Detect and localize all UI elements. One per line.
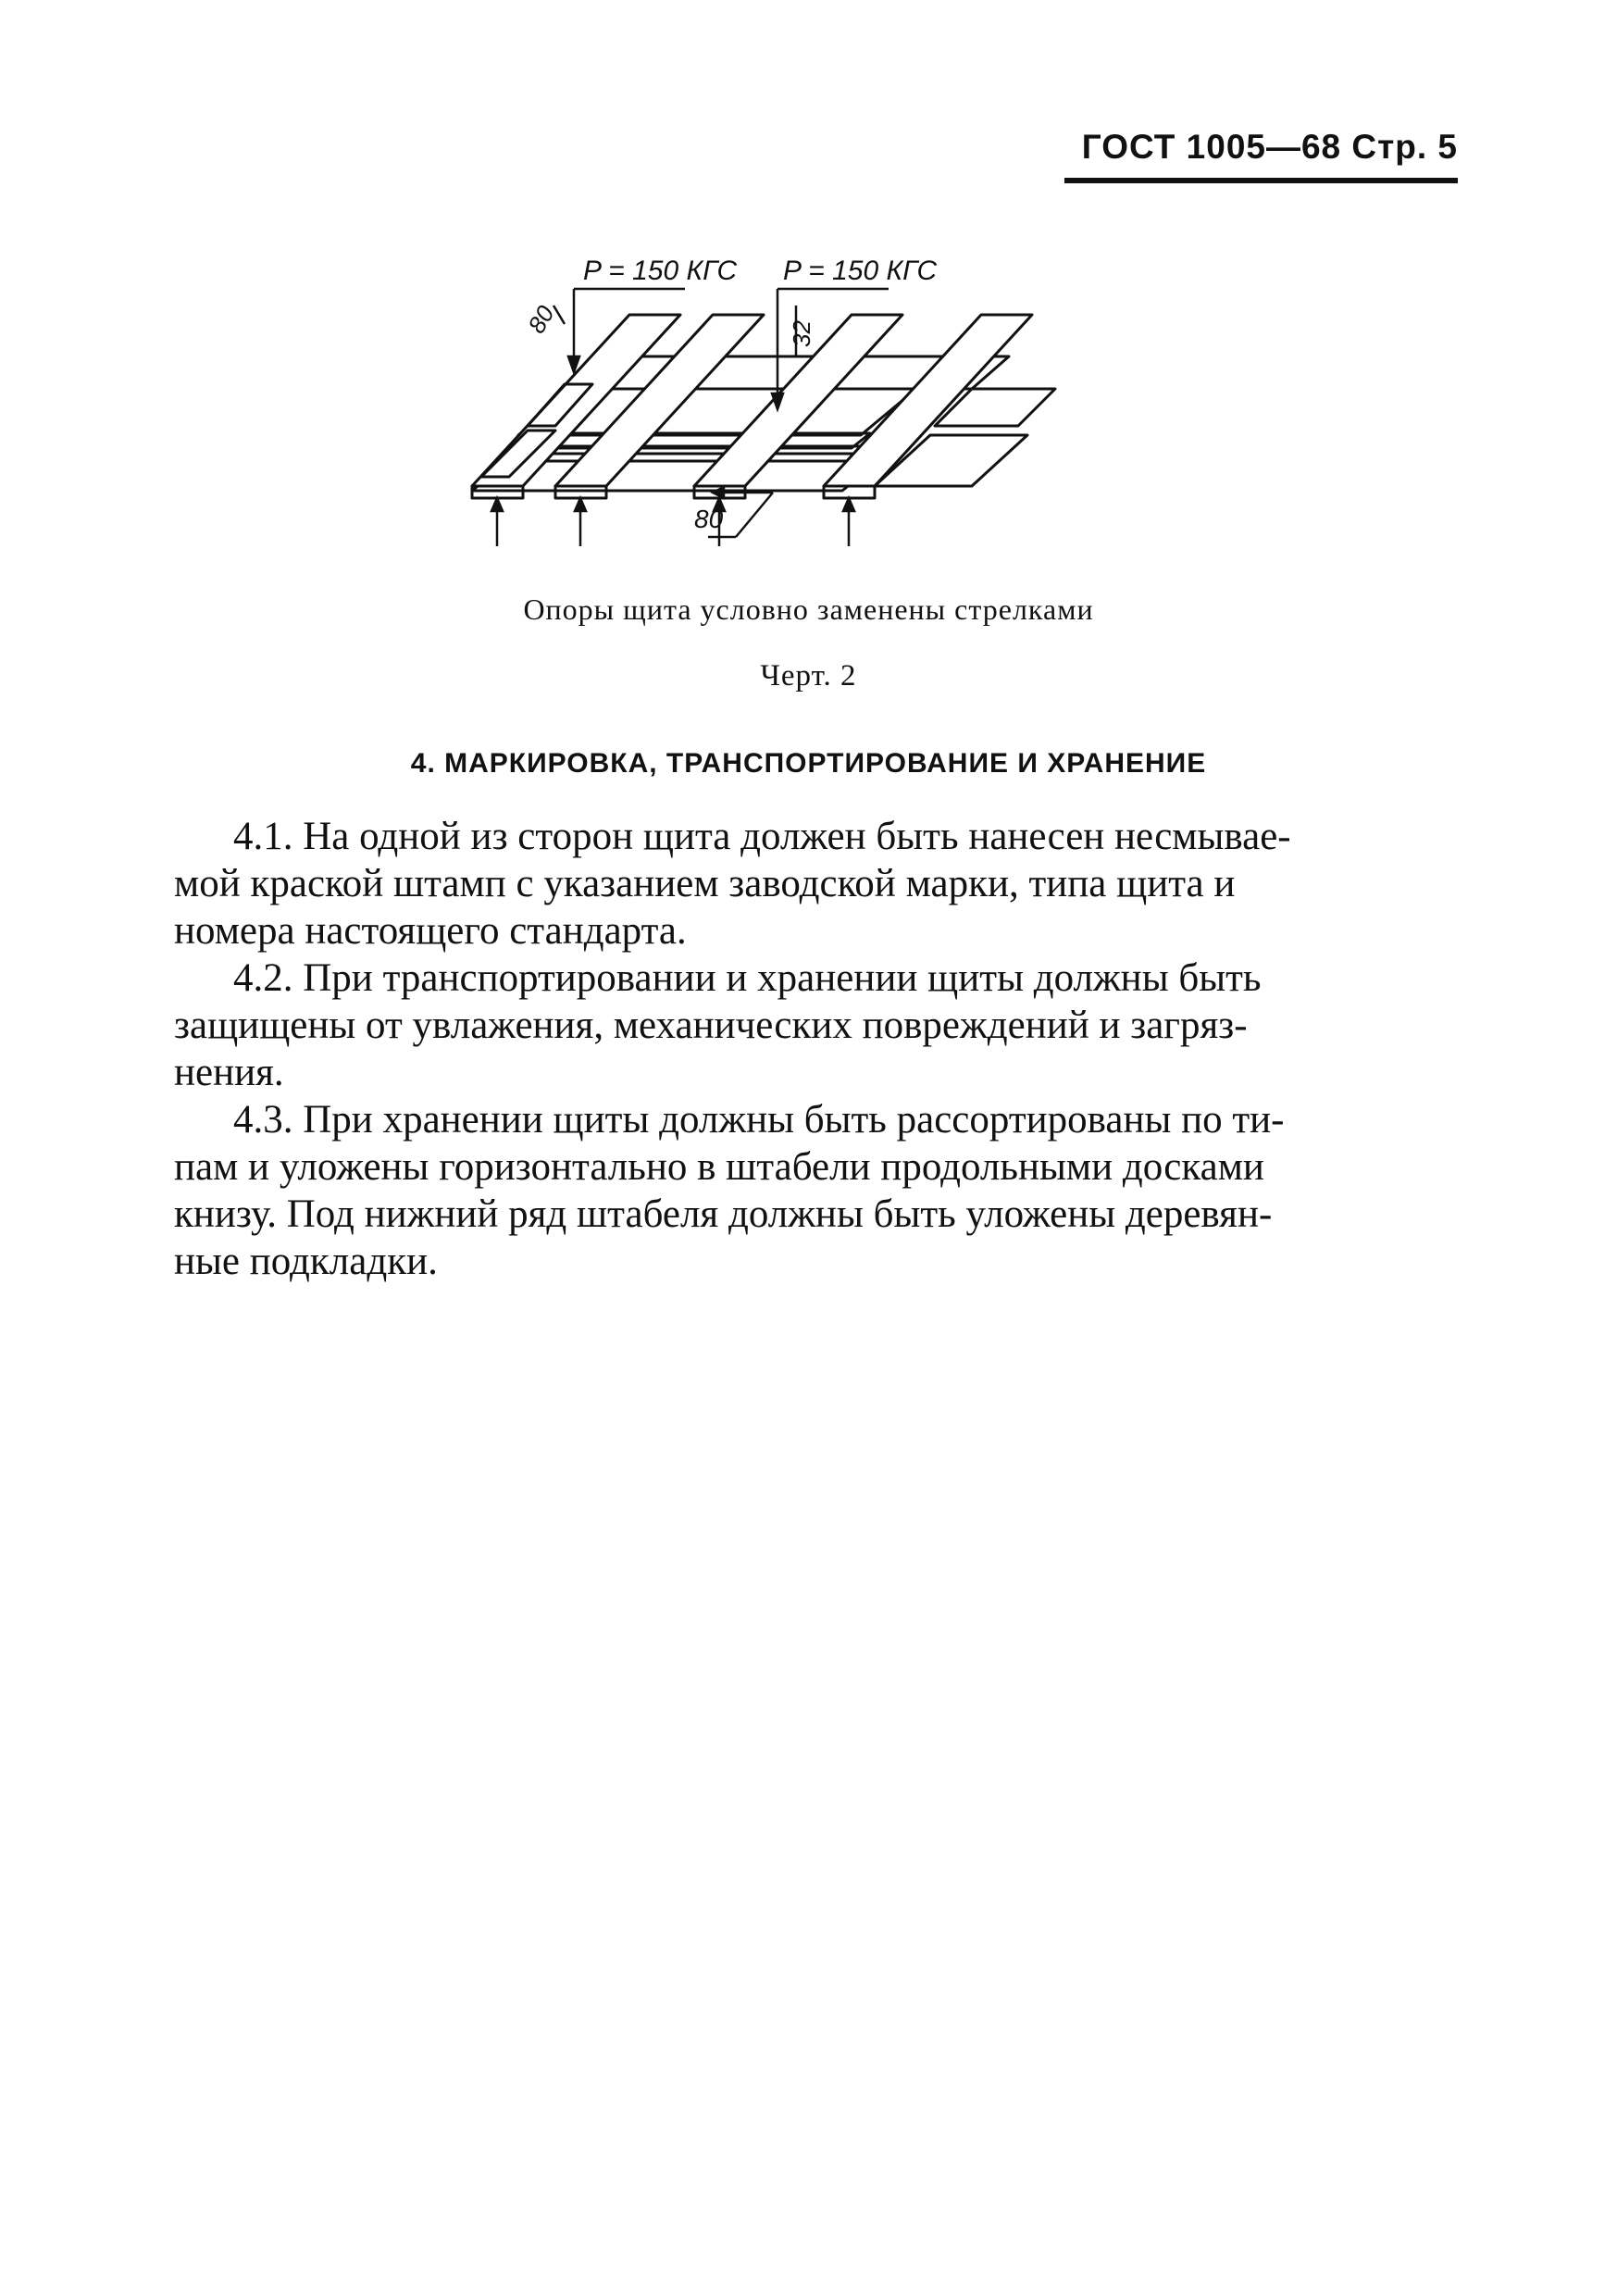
text-line: пам и уложены горизонтально в штабели продольными досками: [174, 1145, 1264, 1189]
text-line: номера настоящего стандарта.: [174, 909, 687, 953]
header-title: ГОСТ 1005—68 Стр. 5: [1081, 128, 1458, 166]
figure-number: Черт. 2: [760, 659, 857, 693]
header-rule: [1064, 178, 1458, 183]
text-line: книзу. Под нижний ряд штабеля должны быть уложены деревян-: [174, 1192, 1273, 1236]
paragraph-4-2: [174, 955, 1461, 1096]
dim-80-bottom: 80: [694, 505, 724, 533]
text-line: 4.1. На одной из сторон щита должен быть нанесен несмывае-: [233, 815, 1291, 858]
dim-80-top: 80: [522, 300, 560, 338]
pallet-load-diagram: [454, 250, 1175, 555]
figure-caption: Опоры щита условно заменены стрелками: [523, 593, 1094, 626]
section-body: [174, 813, 1461, 1285]
section-heading: 4. МАРКИРОВКА, ТРАНСПОРТИРОВАНИЕ И ХРАНЕНИЕ: [410, 748, 1207, 779]
text-line: нения.: [174, 1051, 284, 1094]
dim-32: 32: [788, 320, 815, 347]
text-line: 4.3. При хранении щиты должны быть рассортированы по ти-: [233, 1098, 1285, 1142]
paragraph-4-1: [174, 813, 1461, 955]
page-header: [1082, 128, 1458, 167]
text-line: ные подкладки.: [174, 1240, 438, 1283]
load-label-left: P = 150 КГС: [583, 256, 738, 286]
text-line: защищены от увлажения, механических повреждений и загряз-: [174, 1004, 1248, 1047]
text-line: мой краской штамп с указанием заводской марки, типа щита и: [174, 862, 1236, 905]
paragraph-4-3: [174, 1096, 1461, 1285]
pallet-drawing: [454, 250, 1175, 555]
load-label-right: P = 150 КГС: [783, 256, 938, 286]
text-line: 4.2. При транспортировании и хранении щиты должны быть: [233, 956, 1262, 1000]
